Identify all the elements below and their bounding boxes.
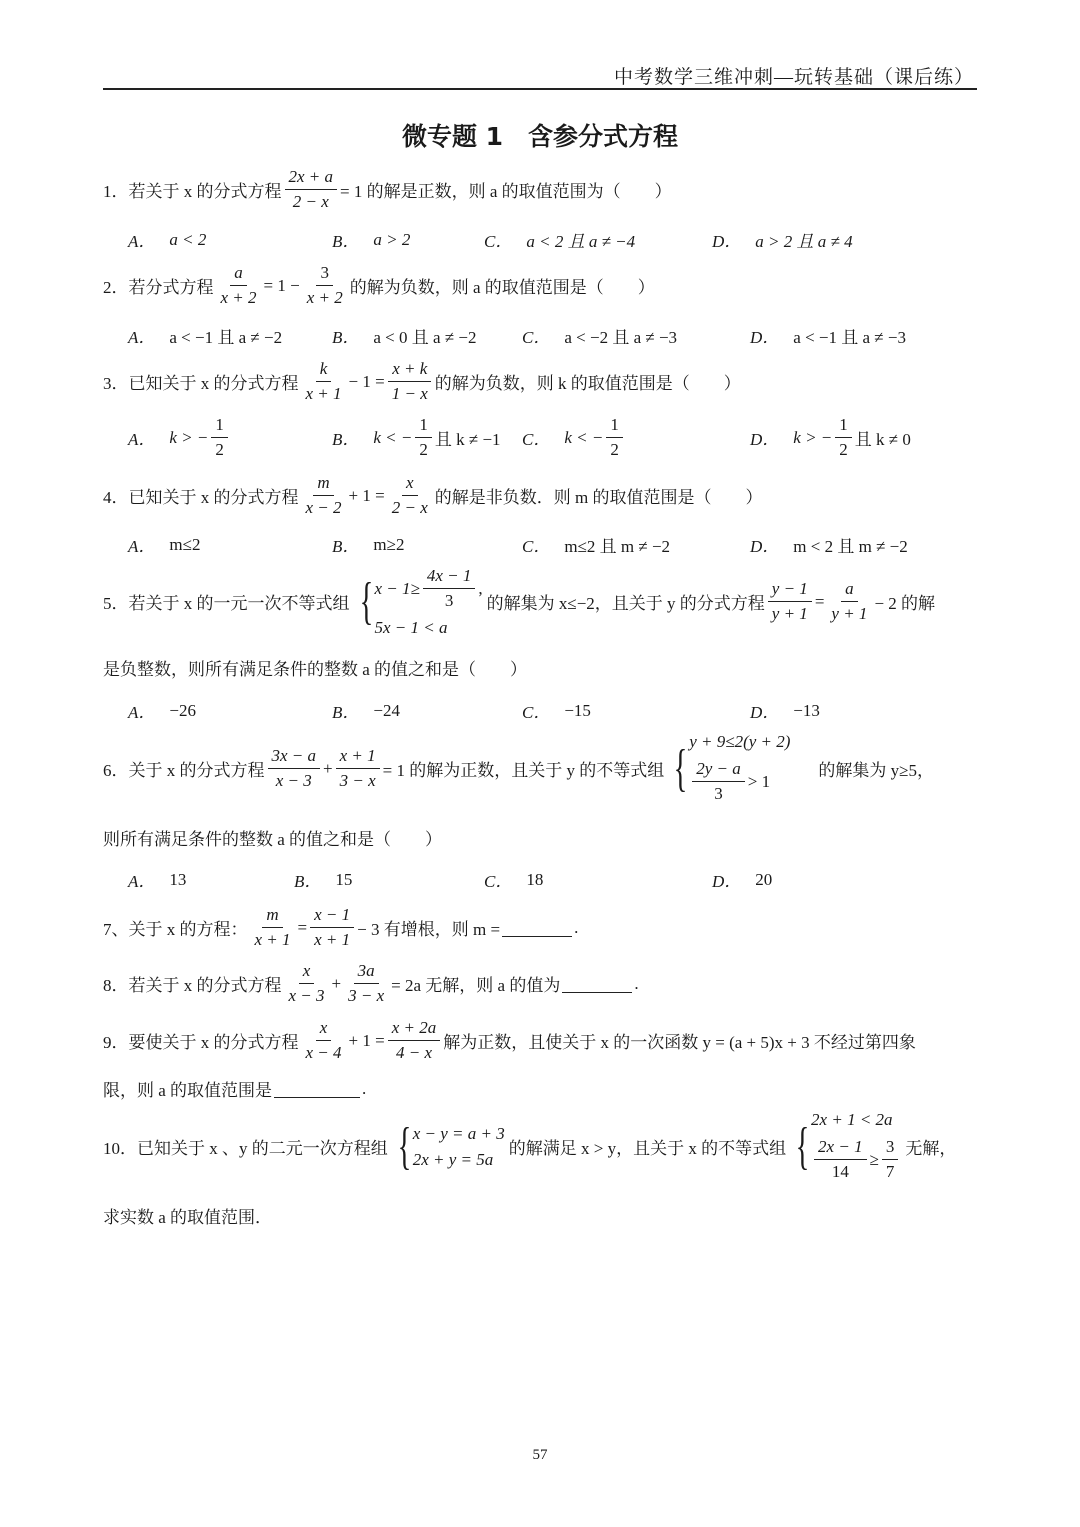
- option-text: m≤2 且 m ≠ −2: [564, 537, 671, 556]
- denominator: 3: [444, 591, 454, 610]
- q-text: 无解，: [905, 1139, 957, 1158]
- numerator: 3: [316, 262, 333, 286]
- q-text: 要使关于 x 的分式方程: [128, 1033, 299, 1052]
- denominator: 2 − x: [292, 192, 329, 211]
- q-text: 若关于 x 的一元一次不等式组: [128, 594, 350, 613]
- q-text: 若分式方程: [128, 278, 214, 297]
- option-label: A．: [128, 328, 156, 347]
- option-label: D．: [712, 872, 742, 891]
- numerator: 3: [882, 1136, 899, 1160]
- option-text: −26: [169, 700, 196, 720]
- option-text: a > 2: [373, 229, 411, 249]
- q-number: 7、: [103, 920, 129, 939]
- option-b: [332, 323, 477, 348]
- option-d: [750, 698, 820, 723]
- numerator: m: [262, 904, 282, 928]
- denominator: x − 3: [288, 986, 325, 1005]
- fraction: [415, 414, 432, 461]
- option-label: D．: [750, 537, 780, 556]
- brace-icon: {: [397, 1117, 412, 1175]
- option-label: A．: [128, 430, 156, 449]
- denominator: 2: [839, 440, 848, 459]
- system-row: y + 9≤2(y + 2): [689, 732, 791, 751]
- q-text: 关于 x 的方程：: [128, 920, 248, 939]
- denominator: 2: [419, 440, 428, 459]
- numerator: x + k: [388, 358, 431, 382]
- denominator: x − 3: [275, 771, 312, 790]
- option-label: A．: [128, 872, 156, 891]
- denominator: x + 2: [220, 288, 257, 307]
- question-9: [103, 1017, 916, 1064]
- denominator: 2 − x: [391, 498, 428, 517]
- option-text: m≥2: [373, 534, 405, 554]
- fraction: [344, 960, 388, 1007]
- q-text: =: [814, 591, 825, 611]
- question-6: [103, 732, 934, 805]
- denominator: 14: [831, 1162, 849, 1181]
- numerator: x: [316, 1017, 332, 1041]
- system-row: [374, 565, 482, 612]
- option-text: 且 k ≠ 0: [854, 430, 911, 449]
- option-text: a < −1 且 a ≠ −2: [169, 328, 283, 347]
- option-b: [332, 414, 501, 461]
- q-number: 10．: [103, 1139, 137, 1158]
- fraction: [388, 358, 432, 405]
- numerator: a: [841, 578, 858, 602]
- option-label: D．: [712, 232, 742, 251]
- numerator: x: [402, 472, 418, 496]
- option-b: [332, 698, 400, 723]
- q-text: = 1 −: [263, 275, 300, 295]
- q-number: 6．: [103, 761, 129, 780]
- fraction: [285, 960, 329, 1007]
- numerator: 4x − 1: [423, 565, 476, 589]
- fraction: [336, 745, 380, 792]
- q-text: +: [331, 973, 342, 993]
- fraction: [388, 1017, 441, 1064]
- question-5-cont: [103, 655, 527, 680]
- numerator: 2x + a: [285, 166, 338, 190]
- option-text: 15: [335, 869, 353, 889]
- question-2: [103, 262, 655, 309]
- fraction: [692, 758, 745, 805]
- question-4: [103, 472, 762, 519]
- option-a: [128, 698, 196, 723]
- option-label: B．: [332, 703, 360, 722]
- q-text: +: [323, 758, 333, 778]
- numerator: 1: [606, 414, 623, 438]
- option-text: m < 2 且 m ≠ −2: [793, 537, 908, 556]
- q-number: 9．: [103, 1033, 129, 1052]
- option-text: k > −: [169, 427, 209, 447]
- option-text: a < −2 且 a ≠ −3: [564, 328, 678, 347]
- q-number: 3．: [103, 374, 129, 393]
- brace-icon: {: [795, 1117, 810, 1175]
- option-label: A．: [128, 703, 156, 722]
- option-d: [750, 323, 906, 348]
- q-text: 的解为负数，则 a 的取值范围是（ ）: [349, 278, 655, 297]
- denominator: 7: [885, 1162, 895, 1181]
- question-3: [103, 358, 741, 405]
- numerator: 1: [211, 414, 228, 438]
- denominator: 3 − x: [339, 771, 376, 790]
- question-1: [103, 166, 672, 213]
- q-text: 关于 x 的分式方程: [128, 761, 265, 780]
- numerator: x + 2a: [388, 1017, 441, 1041]
- option-label: B．: [332, 430, 360, 449]
- header-rule: [103, 88, 977, 90]
- option-a: [128, 227, 206, 252]
- denominator: x + 2: [306, 288, 343, 307]
- inequality-system: [668, 732, 790, 805]
- running-header: 中考数学三维冲刺—玩转基础（课后练）: [613, 67, 974, 88]
- numerator: 3a: [354, 960, 379, 984]
- q-number: 1．: [103, 182, 129, 201]
- option-label: C．: [484, 232, 513, 251]
- fraction: [303, 262, 347, 309]
- q-number: 8．: [103, 976, 129, 995]
- option-c: [484, 227, 635, 252]
- option-c: [522, 323, 677, 348]
- fraction: [268, 745, 321, 792]
- q-text: = 2a 无解，则 a 的值为: [391, 976, 561, 995]
- denominator: 4 − x: [395, 1043, 432, 1062]
- denominator: x + 1: [305, 384, 342, 403]
- option-text: a < −1 且 a ≠ −3: [793, 328, 906, 347]
- answer-blank[interactable]: [502, 918, 572, 937]
- denominator: 3 − x: [348, 986, 385, 1005]
- fraction: [827, 578, 871, 625]
- denominator: y + 1: [771, 604, 808, 623]
- denominator: x + 1: [314, 930, 351, 949]
- answer-blank[interactable]: [274, 1079, 360, 1098]
- question-6-cont: [103, 825, 442, 850]
- denominator: x − 4: [305, 1043, 342, 1062]
- q-text: − 3 有增根，则 m =: [357, 920, 501, 939]
- fraction: [423, 565, 476, 612]
- option-label: A．: [128, 537, 156, 556]
- option-d: [750, 414, 911, 461]
- system-row: x − y = a + 3: [412, 1123, 505, 1143]
- option-label: B．: [332, 537, 360, 556]
- option-a: [128, 867, 186, 892]
- fraction: [217, 262, 261, 309]
- q-text: = 1 的解为正数，且关于 y 的不等式组: [382, 761, 665, 780]
- option-text: k > −: [793, 427, 833, 447]
- q-text: =: [297, 917, 308, 937]
- q-text: 则所有满足条件的整数 a 的值之和是（ ）: [103, 830, 443, 849]
- q-text: 的解集为 y≥5，: [818, 761, 934, 780]
- denominator: 2: [215, 440, 224, 459]
- fraction: [302, 1017, 346, 1064]
- question-8: [103, 960, 639, 1007]
- option-text: m≤2: [169, 534, 201, 554]
- q-text: 限，则 a 的取值范围是: [103, 1081, 273, 1100]
- denominator: x + 1: [254, 930, 291, 949]
- fraction: [310, 904, 354, 951]
- brace-icon: {: [359, 572, 373, 630]
- q-number: 5．: [103, 594, 129, 613]
- question-5: [103, 565, 935, 638]
- q-text: + 1 =: [348, 1030, 385, 1050]
- system-row: 5x − 1 < a: [374, 618, 448, 637]
- q-number: 4．: [103, 488, 129, 507]
- option-label: C．: [522, 328, 551, 347]
- fraction: [814, 1136, 867, 1183]
- q-text: 的解为负数，则 k 的取值范围是（ ）: [434, 374, 741, 393]
- numerator: y − 1: [768, 578, 812, 602]
- q-text: − 1 =: [348, 371, 385, 391]
- option-label: C．: [522, 703, 551, 722]
- q-text: 若关于 x 的分式方程: [128, 182, 282, 201]
- option-label: B．: [332, 232, 360, 251]
- option-text: 18: [526, 869, 544, 889]
- fraction: [388, 472, 432, 519]
- numerator: x − 1: [310, 904, 354, 928]
- fraction: [768, 578, 812, 625]
- expr: > 1: [747, 771, 771, 791]
- option-a: [128, 414, 231, 461]
- numerator: 1: [835, 414, 852, 438]
- q-text: − 2 的解: [874, 594, 936, 613]
- option-text: k < −: [564, 427, 604, 447]
- option-text: a > 2 且 a ≠ 4: [755, 232, 853, 251]
- q-text: + 1 =: [348, 485, 385, 505]
- inequality-system: [790, 1110, 901, 1183]
- q-text: = 1 的解是正数，则 a 的取值范围为（ ）: [340, 182, 672, 201]
- system-row: 2x + y = 5a: [412, 1149, 494, 1169]
- option-label: B．: [294, 872, 322, 891]
- question-10: [103, 1110, 956, 1183]
- option-text: 且 k ≠ −1: [434, 430, 501, 449]
- fraction: [606, 414, 623, 461]
- denominator: 1 − x: [391, 384, 428, 403]
- answer-blank[interactable]: [562, 974, 632, 993]
- q-text: 的解是非负数．则 m 的取值范围是（ ）: [434, 488, 763, 507]
- option-label: B．: [332, 328, 360, 347]
- fraction: [302, 472, 346, 519]
- numerator: 3x − a: [268, 745, 321, 769]
- denominator: 3: [714, 784, 723, 803]
- option-c: [522, 414, 626, 461]
- q-text: 已知关于 x 的分式方程: [128, 374, 299, 393]
- fraction: [211, 414, 228, 461]
- option-c: [522, 532, 670, 557]
- option-text: 20: [755, 869, 773, 889]
- q-text: 若关于 x 的分式方程: [128, 976, 282, 995]
- expr: ,: [478, 578, 483, 598]
- fraction: [835, 414, 852, 461]
- q-text: 求实数 a 的取值范围．: [103, 1208, 273, 1227]
- option-label: D．: [750, 703, 780, 722]
- option-c: [522, 698, 591, 723]
- option-a: [128, 323, 282, 348]
- fraction: [251, 904, 295, 951]
- denominator: y + 1: [831, 604, 868, 623]
- option-d: [750, 532, 908, 557]
- option-d: [712, 227, 853, 252]
- option-text: −15: [564, 700, 591, 720]
- denominator: x − 2: [305, 498, 342, 517]
- expr: ≥: [869, 1149, 879, 1169]
- option-label: C．: [484, 872, 513, 891]
- option-b: [332, 227, 410, 252]
- option-text: a < 0 且 a ≠ −2: [373, 328, 477, 347]
- page-title: 微专题 1 含参分式方程: [401, 122, 679, 151]
- option-b: [332, 532, 404, 557]
- option-label: C．: [522, 430, 551, 449]
- q-text: 是负整数，则所有满足条件的整数 a 的值之和是（ ）: [103, 660, 528, 679]
- option-label: D．: [750, 328, 780, 347]
- option-label: C．: [522, 537, 551, 556]
- numerator: m: [313, 472, 333, 496]
- page-number: 57: [532, 1447, 548, 1463]
- numerator: x: [299, 960, 315, 984]
- q-text: .: [634, 973, 639, 993]
- fraction: [285, 166, 338, 213]
- q-text: .: [574, 917, 579, 937]
- option-label: D．: [750, 430, 780, 449]
- option-text: −13: [793, 700, 820, 720]
- q-number: 2．: [103, 278, 129, 297]
- system-row: [811, 1136, 901, 1183]
- system-row: 2x + 1 < 2a: [811, 1110, 893, 1129]
- inequality-system: [354, 565, 483, 638]
- option-d: [712, 867, 772, 892]
- brace-icon: {: [673, 739, 688, 797]
- option-text: a < 2: [169, 229, 207, 249]
- option-text: −24: [373, 700, 400, 720]
- numerator: 2y − a: [692, 758, 745, 782]
- expr: x − 1≥: [374, 578, 420, 598]
- numerator: k: [316, 358, 332, 382]
- numerator: x + 1: [336, 745, 380, 769]
- equation-system: [392, 1117, 505, 1175]
- system-row: [689, 758, 790, 805]
- question-9-cont: [103, 1076, 366, 1101]
- option-b: [294, 867, 352, 892]
- option-text: a < 2 且 a ≠ −4: [526, 232, 636, 251]
- q-text: 已知关于 x 的分式方程: [128, 488, 299, 507]
- numerator: a: [230, 262, 247, 286]
- q-text: 已知关于 x 、y 的二元一次方程组: [137, 1139, 388, 1158]
- q-text: 的解集为 x≤−2，且关于 y 的分式方程: [486, 594, 765, 613]
- option-label: A．: [128, 232, 156, 251]
- option-c: [484, 867, 543, 892]
- fraction: [882, 1136, 899, 1183]
- q-text: .: [362, 1078, 367, 1098]
- q-text: 解为正数，且使关于 x 的一次函数 y = (a + 5)x + 3 不经过第四象: [443, 1033, 916, 1052]
- option-a: [128, 532, 200, 557]
- question-10-cont: [103, 1203, 272, 1228]
- option-text: k < −: [373, 427, 413, 447]
- option-text: 13: [169, 869, 187, 889]
- numerator: 2x − 1: [814, 1136, 867, 1160]
- denominator: 2: [610, 440, 619, 459]
- numerator: 1: [415, 414, 432, 438]
- fraction: [302, 358, 346, 405]
- question-7: [103, 904, 578, 951]
- q-text: 的解满足 x > y，且关于 x 的不等式组: [508, 1139, 787, 1158]
